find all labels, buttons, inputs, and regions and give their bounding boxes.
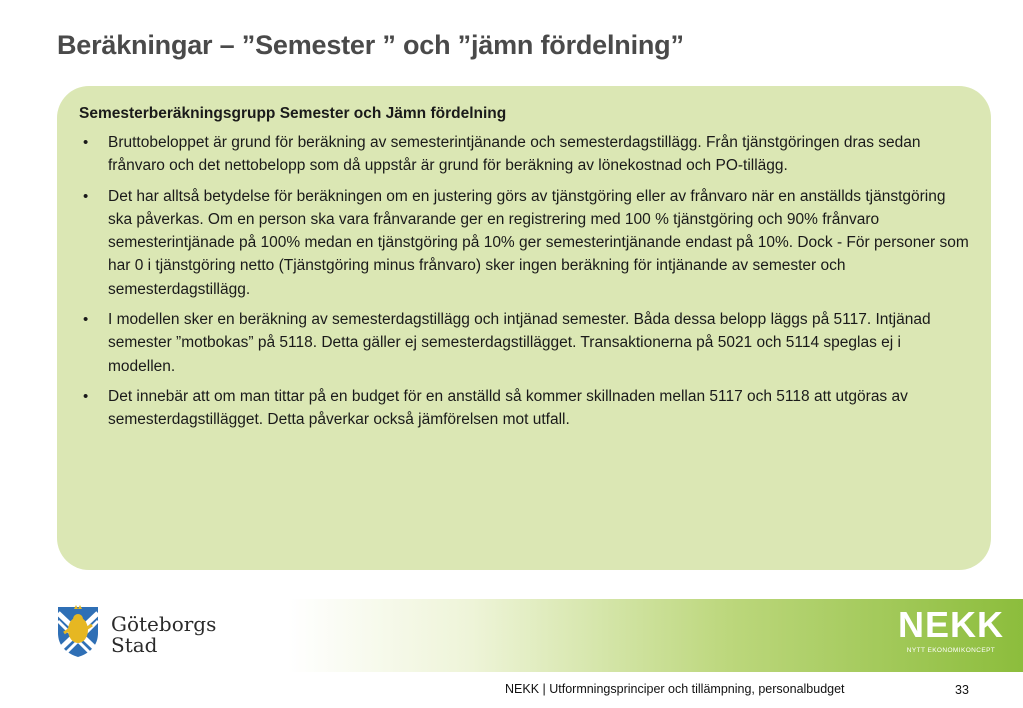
page-number: 33 — [955, 683, 969, 697]
bullet-text: Det innebär att om man tittar på en budget för en anställd så kommer skillnaden mellan 5117 och 5118 att utgöras av semesterdagstillägget. Detta påverkar också jämförelsen mot utfall. — [108, 387, 908, 429]
bullet-item — [79, 185, 969, 301]
bullet-marker: • — [83, 134, 89, 151]
footer-text: NEKK | Utformningsprinciper och tillämpning, personalbudget — [505, 682, 845, 696]
bullet-marker: • — [83, 311, 89, 329]
bullet-item — [79, 131, 969, 178]
goteborgs-stad-logo — [54, 603, 254, 663]
bullet-marker: • — [83, 187, 89, 205]
content-box — [57, 86, 991, 570]
bullet-item — [79, 308, 969, 378]
goteborgs-text: Göteborgs — [111, 612, 217, 636]
goteborg-crest-icon — [54, 603, 102, 659]
nekk-wordmark: NEKK — [897, 604, 1004, 645]
bullet-text: Bruttobeloppet är grund för beräkning av semesterintjänande och semesterdagstillägg. Från tjänstgöringen dras sedan frånvaro och det nettobelopp som då uppstår är grund för beräkning av lönekostnad och PO-tillägg. — [108, 134, 921, 175]
stad-text: Stad — [111, 633, 158, 657]
nekk-tagline: NYTT EKONOMIKONCEPT — [906, 647, 996, 654]
slide-title: Beräkningar – ”Semester ” och ”jämn fördelning” — [57, 30, 684, 60]
box-heading: Semesterberäkningsgrupp Semester och Jämn fördelning — [79, 105, 507, 122]
bullet-text: I modellen sker en beräkning av semesterdagstillägg och intjänad semester. Båda dessa belopp läggs på 5117. Intjänad semester ”motbokas” på 5118. Detta gäller ej semesterdagstillägget. Transaktionerna på 5021 och 5114 speglas ej i modellen. — [108, 311, 931, 375]
bullet-item — [79, 385, 969, 432]
bullet-list — [79, 131, 969, 432]
nekk-logo — [896, 604, 1006, 659]
bullet-marker: • — [83, 387, 89, 405]
bullet-text: Det har alltså betydelse för beräkningen om en justering görs av tjänstgöring eller av frånvaro när en anställds tjänstgöring ska påverkas. Om en person ska vara frånvarande ger en registrering med 100 % tjänstgöring och 90% frånvaro semesterintjänade på 100% medan en tjänstgöring på 10% ger semesterintjänande endast på 10%. Dock - För personer som har 0 i tjänstgöring netto (Tjänstgöring minus frånvaro) sker ingen beräkning för intjänande av semester och semesterdagstillägg. — [108, 187, 969, 298]
